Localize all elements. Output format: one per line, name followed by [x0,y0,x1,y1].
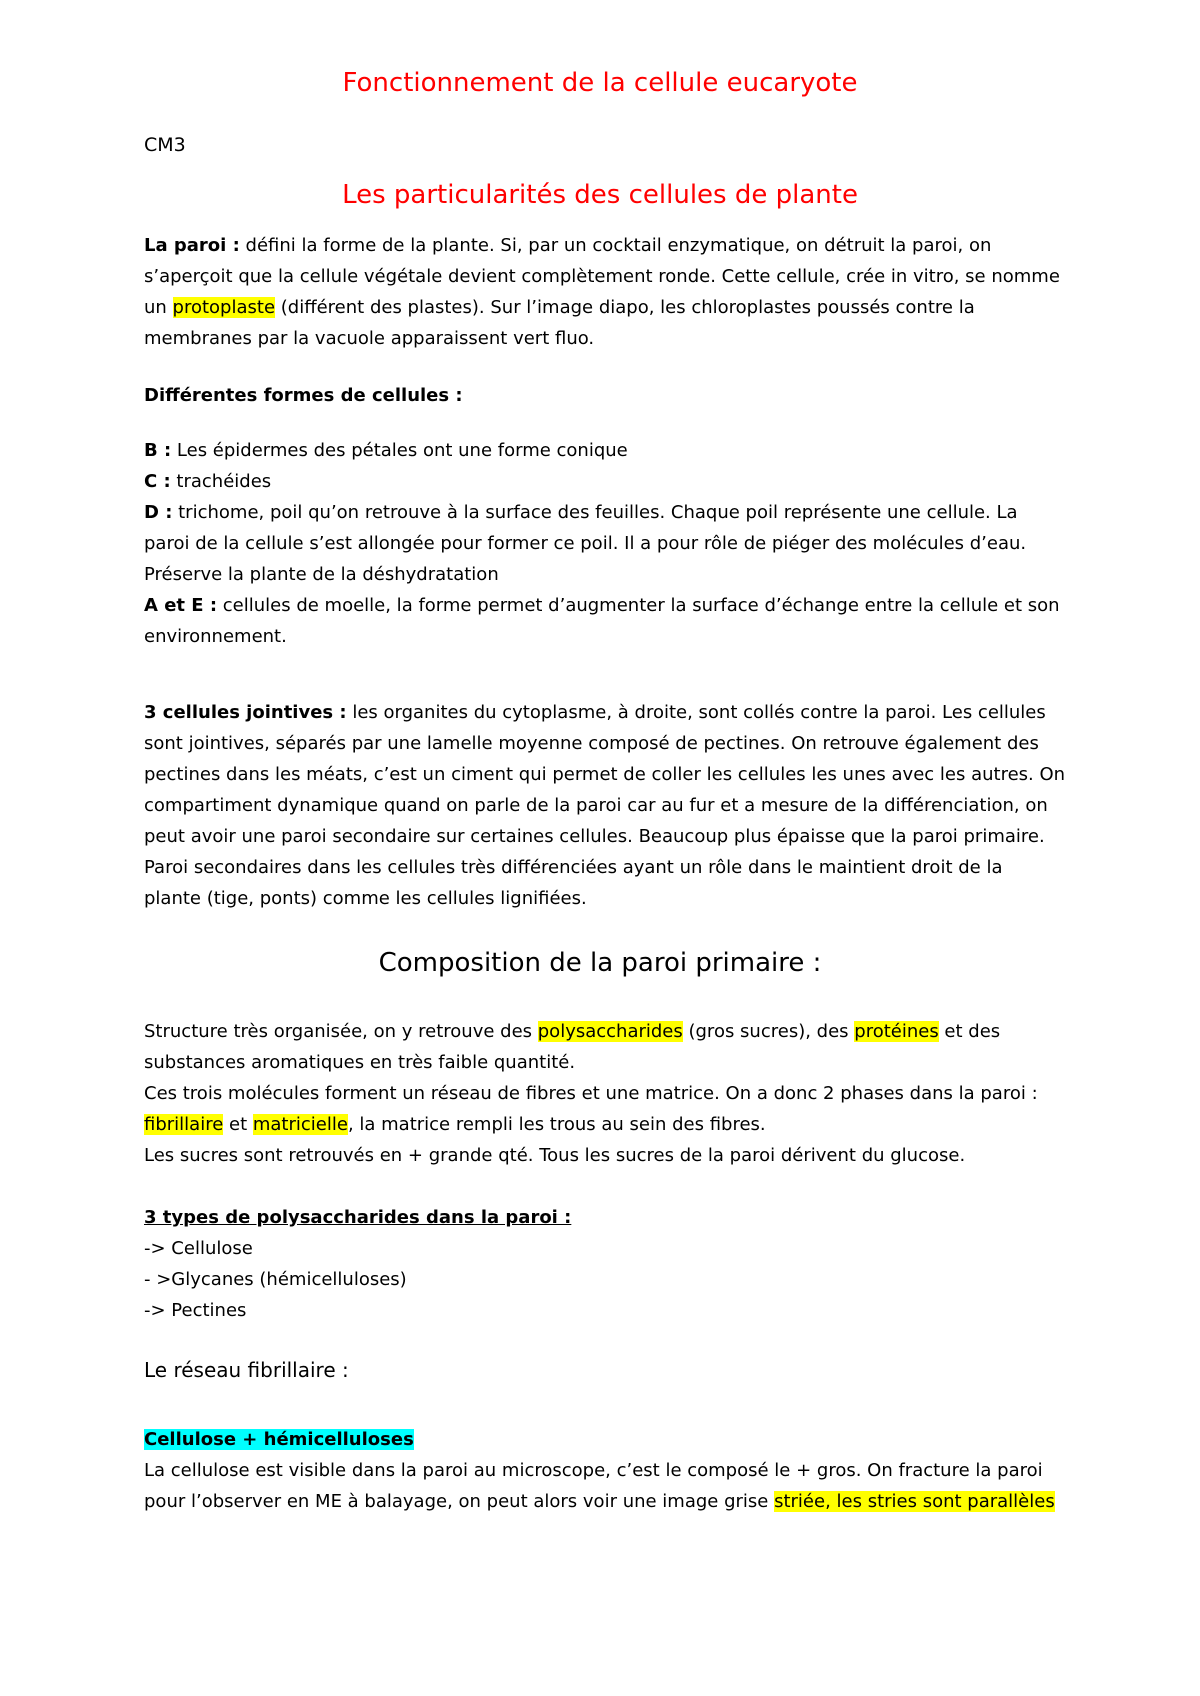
forme-d-label: D : [144,502,173,523]
paroi-line-1 [144,230,1064,262]
cellulose-label-line [144,1424,1064,1456]
composition-line-4 [144,1109,1064,1141]
forme-ae-line-2: environnement. [144,626,287,647]
composition-text: et des [938,1021,1001,1042]
jointives-line-4: compartiment dynamique quand on parle de la paroi car au fur et a mesure de la différenciation, on [144,795,1048,816]
jointives-line-3: pectines dans les méats, c’est un ciment qui permet de coller les cellules les unes avec les autres. On [144,764,1066,785]
jointives-line-1 [144,697,1064,729]
forme-b-text: Les épidermes des pétales ont une forme conique [171,440,628,461]
section-heading-plant-cells: Les particularités des cellules de plante [342,180,858,210]
paroi-text: un [144,297,173,318]
jointives-line-2: sont jointives, séparés par une lamelle moyenne composé de pectines. On retrouve également des [144,733,1039,754]
forme-d-text: trichome, poil qu’on retrouve à la surface des feuilles. Chaque poil représente une cellule. La [172,502,1018,523]
paroi-line-2: s’aperçoit que la cellule végétale devient complètement ronde. Cette cellule, crée in vitro, se nomme [144,266,1060,287]
reseau-text: pour l’observer en ME à balayage, on peut alors voir une image grise [144,1491,775,1512]
composition-line-5: Les sucres sont retrouvés en + grande qté. Tous les sucres de la paroi dérivent du glucose. [144,1145,966,1166]
course-code: CM3 [144,134,186,156]
highlight-polysaccharides: polysaccharides [537,1021,683,1042]
formes-heading-text: Différentes formes de cellules : [144,385,463,406]
highlight-cellulose-hemicelluloses: Cellulose + hémicelluloses [144,1429,414,1450]
paroi-label: La paroi : [144,235,240,256]
highlight-striee: striée, les stries sont parallèles [774,1491,1055,1512]
jointives-line-7: plante (tige, ponts) comme les cellules lignifiées. [144,888,587,909]
highlight-protoplaste: protoplaste [172,297,276,318]
types-heading-text: 3 types de polysaccharides dans la paroi : [144,1207,572,1228]
paroi-text: défini la forme de la plante. Si, par un cocktail enzymatique, on détruit la paroi, on [239,235,992,256]
composition-text: , la matrice rempli les trous au sein des fibres. [347,1114,766,1135]
paroi-line-4: membranes par la vacuole apparaissent vert fluo. [144,328,595,349]
composition-text: et [223,1114,253,1135]
composition-line-3: Ces trois molécules forment un réseau de fibres et une matrice. On a donc 2 phases dans la paroi : [144,1083,1038,1104]
highlight-proteines: protéines [854,1021,939,1042]
section-heading-composition: Composition de la paroi primaire : [378,948,822,978]
composition-text: Structure très organisée, on y retrouve des [144,1021,538,1042]
reseau-line-1: La cellulose est visible dans la paroi au microscope, c’est le composé le + gros. On fracture la paroi [144,1460,1043,1481]
jointives-line-5: peut avoir une paroi secondaire sur certaines cellules. Beaucoup plus épaisse que la paroi primaire. [144,826,1045,847]
highlight-matricielle: matricielle [252,1114,348,1135]
forme-c-label: C : [144,471,171,492]
reseau-heading: Le réseau fibrillaire : [144,1358,349,1382]
types-item: -> Pectines [144,1300,247,1321]
formes-heading [144,380,1064,412]
forme-b [144,435,1064,467]
forme-c [144,466,1064,498]
paroi-line-3 [144,292,1064,324]
composition-text: (gros sucres), des [682,1021,855,1042]
highlight-fibrillaire: fibrillaire [144,1114,224,1135]
composition-line-2: substances aromatiques en très faible quantité. [144,1052,576,1073]
types-item: -> Cellulose [144,1238,253,1259]
forme-ae-label: A et E : [144,595,218,616]
document-title: Fonctionnement de la cellule eucaryote [342,68,858,98]
jointives-label: 3 cellules jointives : [144,702,347,723]
jointives-line-6: Paroi secondaires dans les cellules très différenciées ayant un rôle dans le maintient droit de la [144,857,1003,878]
types-heading [144,1202,1064,1234]
forme-b-label: B : [144,440,172,461]
forme-ae-text: cellules de moelle, la forme permet d’augmenter la surface d’échange entre la cellule et son [217,595,1060,616]
composition-line-1 [144,1016,1064,1048]
forme-d-line-1 [144,497,1064,529]
forme-d-line-3: Préserve la plante de la déshydratation [144,564,499,585]
paroi-text: (différent des plastes). Sur l’image diapo, les chloroplastes poussés contre la [275,297,975,318]
forme-ae-line-1 [144,590,1064,622]
reseau-line-2 [144,1486,1064,1518]
jointives-text: les organites du cytoplasme, à droite, sont collés contre la paroi. Les cellules [346,702,1046,723]
forme-d-line-2: paroi de la cellule s’est allongée pour former ce poil. Il a pour rôle de piéger des molécules d’eau. [144,533,1027,554]
types-item: - >Glycanes (hémicelluloses) [144,1269,407,1290]
forme-c-text: trachéides [170,471,272,492]
